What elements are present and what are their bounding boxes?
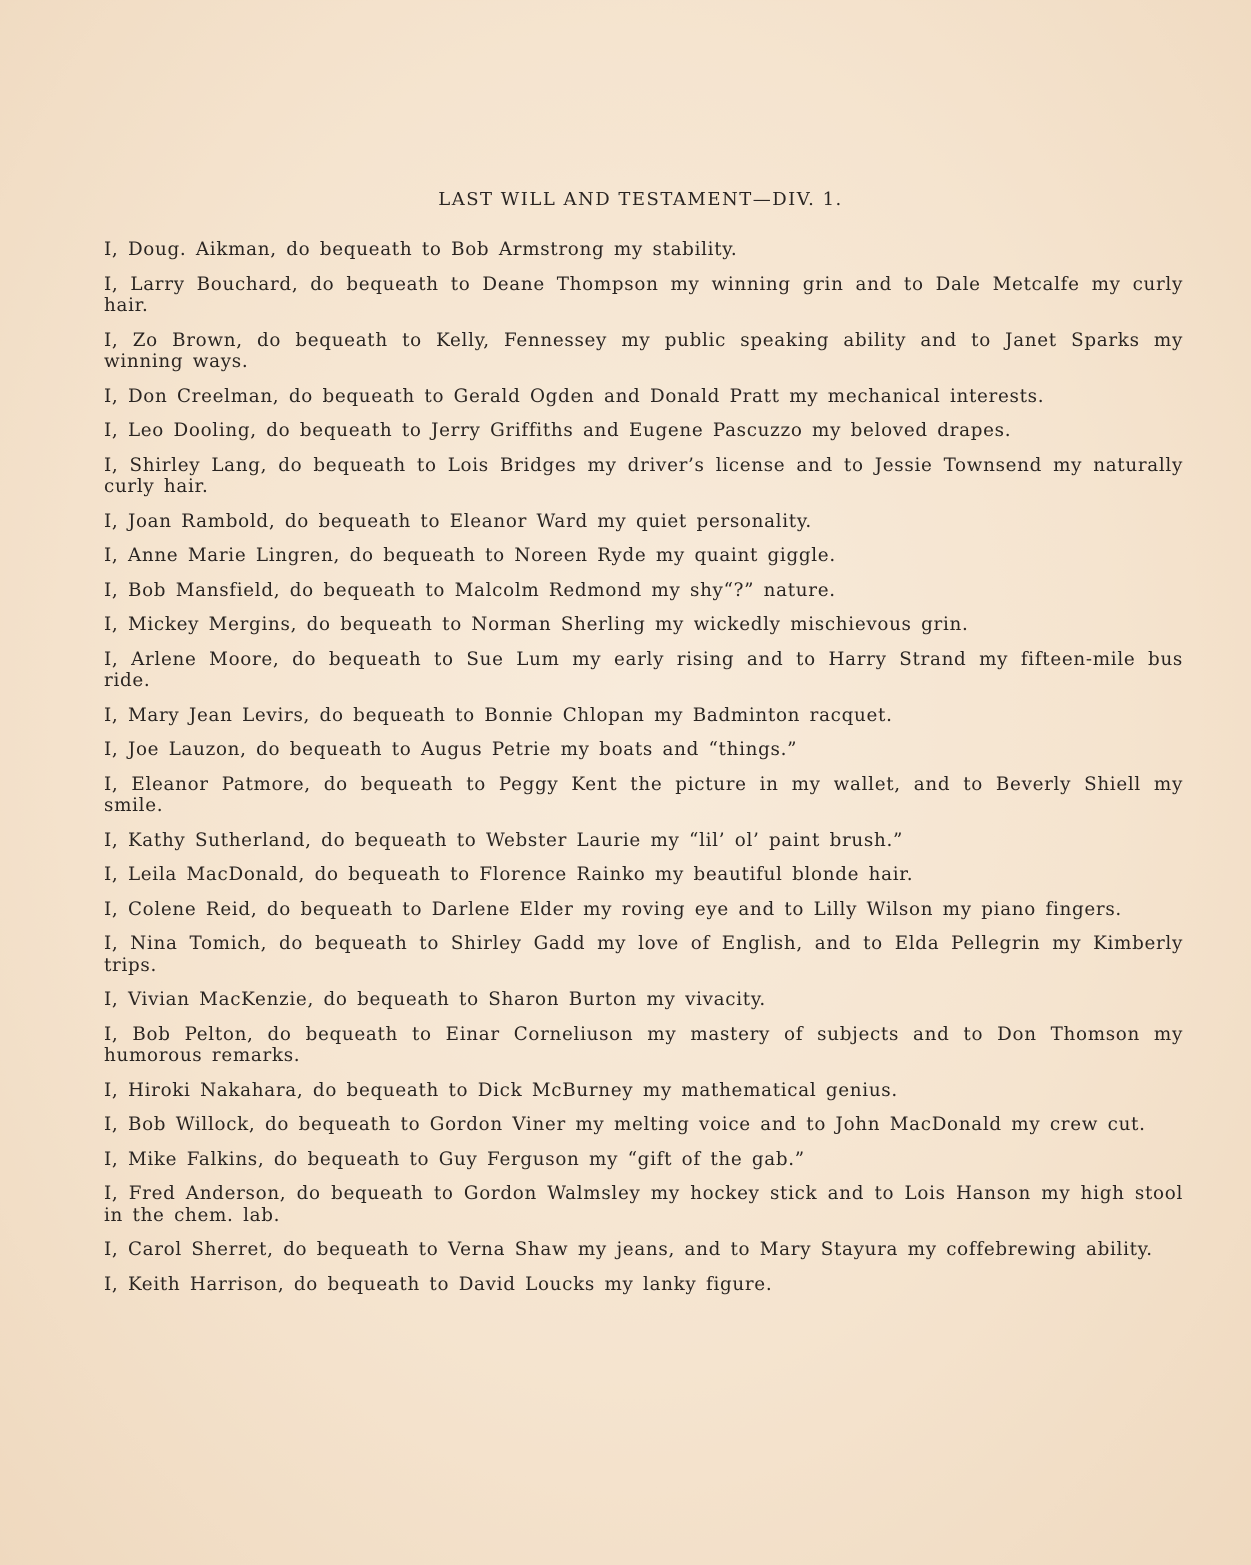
bequest-entry: I, Bob Pelton, do bequeath to Einar Corneliuson my mastery of subjects and to Don Thomson my humorous remarks. — [104, 1023, 1183, 1066]
bequest-entry: I, Anne Marie Lingren, do bequeath to Noreen Ryde my quaint giggle. — [104, 545, 836, 566]
bequest-entry: I, Mary Jean Levirs, do bequeath to Bonnie Chlopan my Badminton racquet. — [104, 704, 893, 726]
bequest-entry: I, Nina Tomich, do bequeath to Shirley Gadd my love of English, and to Elda Pellegrin my Kimberly trips. — [104, 933, 1183, 976]
bequest-entry: I, Don Creelman, do bequeath to Gerald Ogden and Donald Pratt my mechanical interests. — [104, 385, 1045, 407]
bequest-entry: I, Leo Dooling, do bequeath to Jerry Griffiths and Eugene Pascuzzo my beloved drapes. — [104, 420, 1012, 441]
bequest-entry: I, Leila MacDonald, do bequeath to Florence Rainko my beautiful blonde hair. — [104, 864, 914, 885]
bequest-entry: I, Shirley Lang, do bequeath to Lois Bridges my driver’s license and to Jessie Townsend my naturally curly hair. — [104, 454, 1183, 497]
page-title: LAST WILL AND TESTAMENT—DIV. 1. — [438, 189, 843, 210]
bequest-entry: I, Mickey Mergins, do bequeath to Norman Sherling my wickedly mischievous grin. — [104, 614, 969, 635]
bequest-entry: I, Bob Willock, do bequeath to Gordon Viner my melting voice and to John MacDonald my crew cut. — [104, 1114, 1146, 1135]
bequest-entry: I, Fred Anderson, do bequeath to Gordon Walmsley my hockey stick and to Lois Hanson my high stool in the chem. lab. — [104, 1183, 1183, 1226]
bequest-entry: I, Carol Sherret, do bequeath to Verna Shaw my jeans, and to Mary Stayura my coffebrewing ability. — [104, 1239, 1153, 1260]
bequest-entry: I, Hiroki Nakahara, do bequeath to Dick McBurney my mathematical genius. — [104, 1079, 898, 1101]
bequest-entry: I, Bob Mansfield, do bequeath to Malcolm Redmond my shy“?” nature. — [104, 579, 836, 601]
bequest-entry: I, Zo Brown, do bequeath to Kelly, Fennessey my public speaking ability and to Janet Sparks my winning ways. — [104, 329, 1183, 372]
bequest-entry: I, Larry Bouchard, do bequeath to Deane Thompson my winning grin and to Dale Metcalfe my curly hair. — [104, 273, 1183, 316]
bequest-entry: I, Mike Falkins, do bequeath to Guy Ferguson my “gift of the gab.” — [104, 1148, 805, 1170]
bequest-entry: I, Kathy Sutherland, do bequeath to Webster Laurie my “lil’ ol’ paint brush.” — [104, 829, 904, 851]
bequest-entry: I, Arlene Moore, do bequeath to Sue Lum my early rising and to Harry Strand my fifteen-mile bus ride. — [104, 648, 1183, 691]
bequest-entry: I, Joe Lauzon, do bequeath to Augus Petrie my boats and “things.” — [104, 739, 798, 760]
bequest-entry: I, Eleanor Patmore, do bequeath to Peggy Kent the picture in my wallet, and to Beverly Shiell my smile. — [104, 773, 1183, 816]
bequest-list — [104, 239, 1183, 1308]
bequest-entry: I, Doug. Aikman, do bequeath to Bob Armstrong my stability. — [104, 239, 738, 260]
bequest-entry: I, Joan Rambold, do bequeath to Eleanor Ward my quiet personality. — [104, 510, 812, 532]
bequest-entry: I, Colene Reid, do bequeath to Darlene Elder my roving eye and to Lilly Wilson my piano fingers. — [104, 898, 1122, 920]
bequest-entry: I, Keith Harrison, do bequeath to David Loucks my lanky figure. — [104, 1273, 773, 1295]
bequest-entry: I, Vivian MacKenzie, do bequeath to Sharon Burton my vivacity. — [104, 989, 766, 1010]
